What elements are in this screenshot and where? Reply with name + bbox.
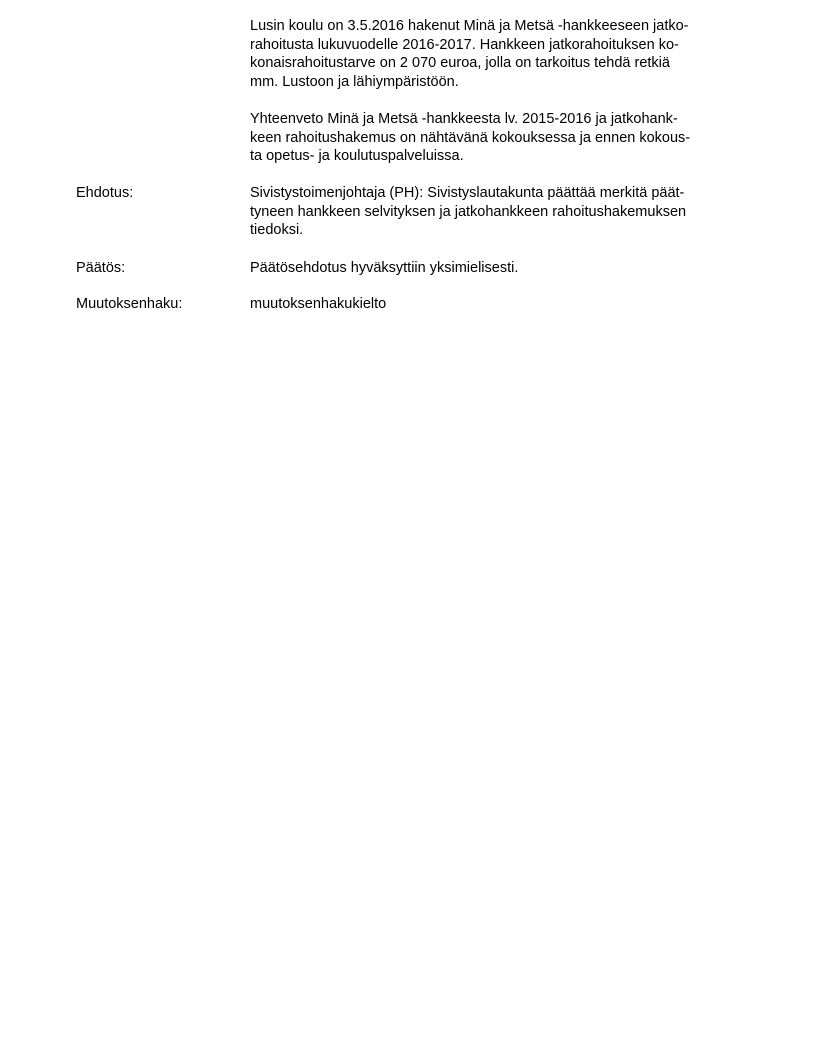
paatos-label: Päätös: [76,260,126,276]
background-paragraph-funding-application [250,17,750,91]
paragraph-line: Sivistystoimenjohtaja (PH): Sivistyslautakunta päättää merkitä päät- [250,185,685,201]
paragraph-line: tyneen hankkeen selvityksen ja jatkohankkeen rahoitushakemuksen [250,203,687,220]
paragraph-line: muutoksenhakukielto [250,296,387,312]
paragraph-line: konaisrahoitustarve on 2 070 euroa, jolla on tarkoitus tehdä retkiä [250,55,670,71]
paragraph-line: rahoitusta lukuvuodelle 2016-2017. Hankkeen jatkorahoituksen ko- [250,36,679,53]
paragraph-line: mm. Lustoon ja lähiympäristöön. [250,73,459,90]
ehdotus-text [250,184,750,240]
paragraph-line: ta opetus- ja koulutuspalveluissa. [250,148,464,164]
paragraph-line: keen rahoitushakemus on nähtävänä kokouksessa ja ennen kokous- [250,129,691,146]
paragraph-line: Päätösehdotus hyväksyttiin yksimielisesti. [250,260,519,276]
muutoksenhaku-label: Muutoksenhaku: [76,296,183,312]
ehdotus-label: Ehdotus: [76,185,134,201]
paragraph-line: Yhteenveto Minä ja Metsä -hankkeesta lv. 2015-2016 ja jatkohank- [250,111,678,127]
muutoksenhaku-text [250,295,750,314]
paragraph-line: tiedoksi. [250,222,304,238]
background-paragraph-summary [250,110,750,166]
paatos-text [250,259,750,278]
paragraph-line: Lusin koulu on 3.5.2016 hakenut Minä ja Metsä -hankkeeseen jatko- [250,18,689,34]
